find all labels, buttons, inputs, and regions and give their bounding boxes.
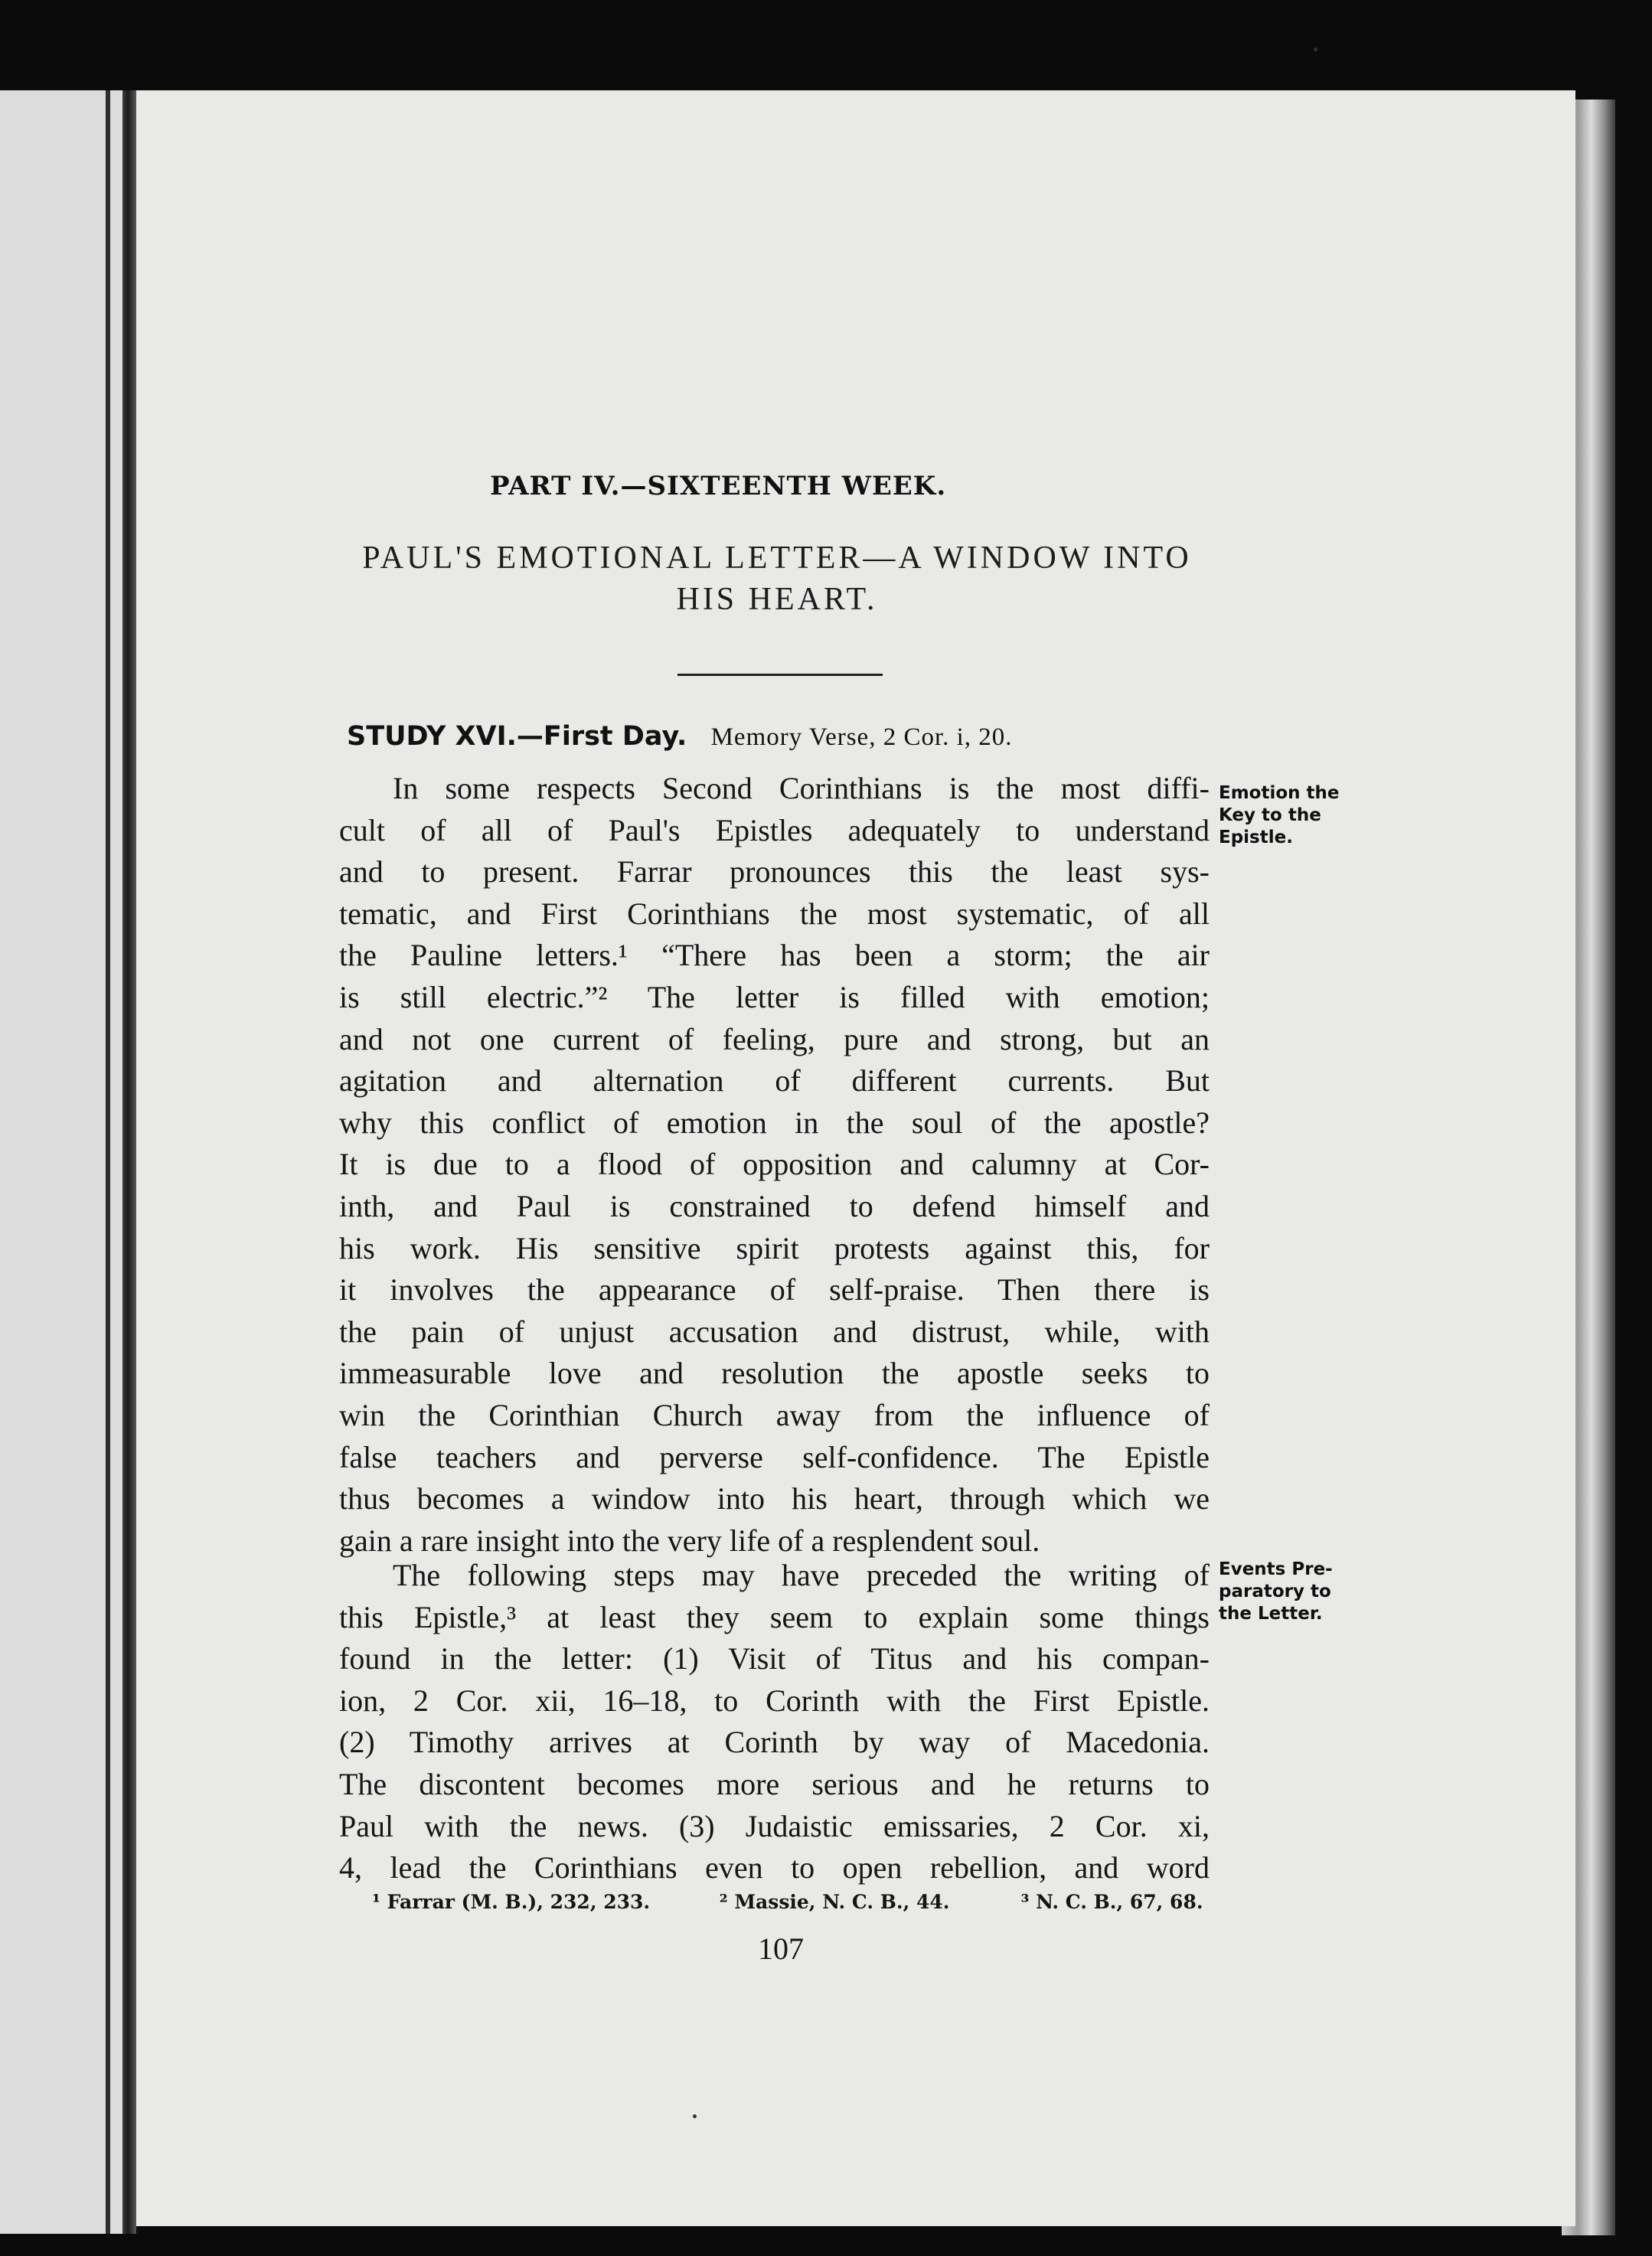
text-line: this Epistle,³ at least they seem to explain some things (339, 1599, 1210, 1634)
study-label: STUDY XVI.—First Day. (347, 721, 687, 752)
text-line: (2) Timothy arrives at Corinth by way of Macedonia. (339, 1725, 1210, 1760)
memory-verse: Memory Verse, 2 Cor. i, 20. (710, 723, 1013, 751)
text-line: The following steps may have preceded the writing of (393, 1558, 1210, 1592)
text-line: agitation and alternation of different currents. But (339, 1063, 1210, 1099)
scan-speck (1314, 47, 1317, 51)
text-line: the pain of unjust accusation and distrust, while, with (339, 1314, 1210, 1349)
text-line: gain a rare insight into the very life of a resplendent soul. (339, 1523, 1040, 1558)
text-line: tematic, and First Corinthians the most systematic, of all (339, 896, 1210, 931)
study-heading (347, 720, 1219, 753)
margin-note-line: Events Pre- (1219, 1559, 1333, 1579)
margin-note-line: the Letter. (1219, 1604, 1323, 1624)
text-line: immeasurable love and resolution the apostle seeks to (339, 1356, 1210, 1391)
margin-note (1219, 1559, 1333, 1625)
text-line: 4, lead the Corinthians even to open rebellion, and word (339, 1850, 1210, 1885)
text-line: why this conflict of emotion in the soul of the apostle? (339, 1105, 1210, 1140)
chapter-title (337, 537, 1217, 620)
text-line: In some respects Second Corinthians is the most diffi- (393, 771, 1210, 805)
margin-note-line: Emotion the (1219, 783, 1340, 803)
page-number: 107 (758, 1931, 804, 1966)
text-line: Paul with the news. (3) Judaistic emissaries, 2 Cor. xi, (339, 1808, 1210, 1843)
facing-page-edge (0, 90, 122, 2234)
text-line: found in the letter: (1) Visit of Titus and his compan- (339, 1641, 1210, 1676)
margin-note-line: Epistle. (1219, 828, 1293, 847)
body-paragraph (339, 768, 1210, 1562)
text-line: and not one current of feeling, pure and strong, but an (339, 1021, 1210, 1056)
text-line: is still electric.”² The letter is filled with emotion; (339, 979, 1210, 1014)
text-line: The discontent becomes more serious and he returns to (339, 1766, 1210, 1801)
text-line: inth, and Paul is constrained to defend himself and (339, 1188, 1210, 1223)
text-line: win the Corinthian Church away from the influence of (339, 1397, 1210, 1432)
margin-note-line: paratory to (1219, 1582, 1331, 1601)
text-line: and to present. Farrar pronounces this the least sys- (339, 854, 1210, 890)
footnotes (372, 1891, 1214, 1913)
margin-note (1219, 782, 1340, 849)
body-paragraph (339, 1555, 1210, 1889)
footnote: ² Massie, N. C. B., 44. (719, 1891, 950, 1913)
text-line: It is due to a flood of opposition and calumny at Cor- (339, 1147, 1210, 1182)
margin-note-line: Key to the (1219, 805, 1321, 825)
part-heading: PART IV.—SIXTEENTH WEEK. (490, 471, 947, 501)
footnote: ¹ Farrar (M. B.), 232, 233. (372, 1891, 651, 1913)
chapter-title-line: PAUL'S EMOTIONAL LETTER—A WINDOW INTO (362, 540, 1192, 576)
text-line: it involves the appearance of self-praise. Then there is (339, 1272, 1210, 1308)
gutter-shadow (106, 90, 110, 2234)
text-line: ion, 2 Cor. xii, 16–18, to Corinth with the First Epistle. (339, 1683, 1210, 1718)
text-line: his work. His sensitive spirit protests against this, for (339, 1230, 1210, 1265)
footnote: ³ N. C. B., 67, 68. (1020, 1891, 1203, 1913)
scan-speck (693, 2114, 697, 2118)
chapter-title-line: HIS HEART. (676, 582, 878, 617)
book-gutter (122, 90, 136, 2234)
text-line: cult of all of Paul's Epistles adequately to understand (339, 812, 1210, 847)
text-line: the Pauline letters.¹ “There has been a storm; the air (339, 938, 1210, 973)
text-line: false teachers and perverse self-confidence. The Epistle (339, 1439, 1210, 1474)
text-line: thus becomes a window into his heart, through which we (339, 1481, 1210, 1517)
title-rule (677, 674, 883, 676)
